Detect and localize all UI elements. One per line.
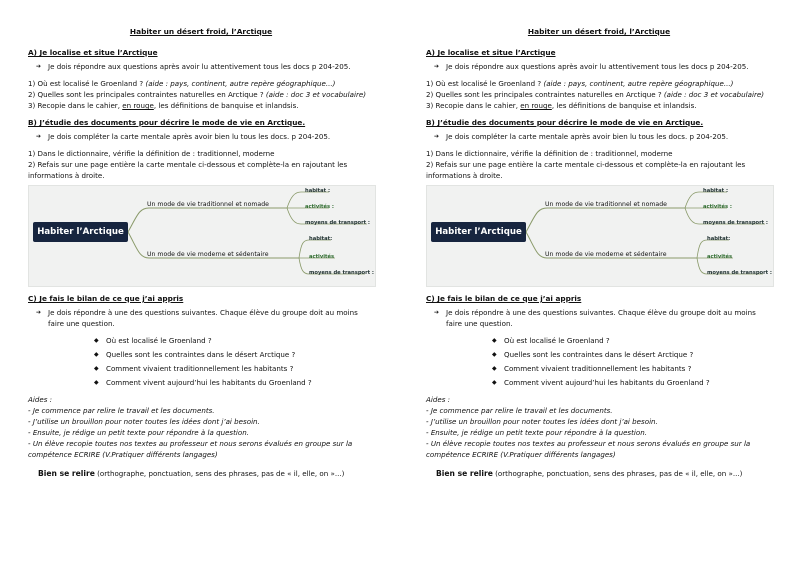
list-item <box>94 335 374 346</box>
section-a-instruction-text: Je dois répondre aux questions après avoir lu attentivement tous les docs p 204-205. <box>48 62 351 71</box>
aides-line: - Je commence par relire le travail et les documents. <box>426 406 613 415</box>
arrow-icon: ➔ <box>434 133 440 140</box>
section-c-instruction <box>426 307 772 329</box>
mind-map-top-activites: activités : <box>305 204 334 210</box>
section-c-instruction-text: Je dois répondre à une des questions suivantes. Chaque élève du groupe doit au moins faire une question. <box>446 308 756 328</box>
mind-map-bottom-activites: activités <box>707 254 733 260</box>
final-rest: (orthographe, ponctuation, sens des phrases, pas de « il, elle, on »...) <box>492 469 743 478</box>
aides-line: - J’utilise un brouillon pour noter toutes les idées dont j’ai besoin. <box>426 417 658 426</box>
list-item <box>94 363 374 374</box>
bullet-icon: ◆ <box>492 365 497 372</box>
bullet-icon: ◆ <box>94 337 99 344</box>
mind-map-top-transport: moyens de transport : <box>305 220 371 226</box>
aides-line: - Ensuite, je rédige un petit texte pour répondre à la question. <box>28 428 249 437</box>
aides-line: - Un élève recopie toutes nos textes au professeur et nous serons évalués en groupe sur la compétence ECRIRE (V.Pratiquer différents langages) <box>426 439 751 459</box>
list-item <box>492 363 772 374</box>
mind-map-bottom-activites: activités <box>309 254 335 260</box>
question-a1-text: 1) Où est localisé le Groenland ? <box>28 79 144 88</box>
page-right <box>398 0 798 566</box>
aides-line: - Ensuite, je rédige un petit texte pour répondre à la question. <box>426 428 647 437</box>
aides-block <box>28 394 374 460</box>
question-b2: 2) Refais sur une page entière la carte mentale ci-dessous et complète-la en rajoutant les informations à droite. <box>28 160 348 180</box>
bullet-icon: ◆ <box>492 351 497 358</box>
section-c-instruction-text: Je dois répondre à une des questions suivantes. Chaque élève du groupe doit au moins faire une question. <box>48 308 358 328</box>
question-a3-before: 3) Recopie dans le cahier, <box>426 101 518 110</box>
arrow-icon: ➔ <box>36 63 42 70</box>
question-a1 <box>28 78 374 89</box>
mind-map-center: Habiter l’Arctique <box>33 222 128 242</box>
list-item-text: Comment vivaient traditionnellement les habitants ? <box>106 364 294 373</box>
section-b-heading: B) J’étudie des documents pour décrire le mode de vie en Arctique. <box>28 118 306 127</box>
list-item-text: Où est localisé le Groenland ? <box>504 336 610 345</box>
final-bold: Bien se relire <box>38 469 95 478</box>
question-a3-underlined: en rouge <box>122 101 154 110</box>
mind-map <box>28 185 376 287</box>
page-title: Habiter un désert froid, l’Arctique <box>129 27 273 36</box>
final-reminder <box>28 468 374 479</box>
section-c-questions <box>426 335 772 388</box>
mind-map <box>426 185 774 287</box>
aides-line: - Je commence par relire le travail et les documents. <box>28 406 215 415</box>
question-a2 <box>426 89 772 100</box>
question-a3-after: , les définitions de banquise et inlandsis. <box>551 101 697 110</box>
question-a3-before: 3) Recopie dans le cahier, <box>28 101 120 110</box>
mind-map-bottom-transport: moyens de transport : <box>707 270 773 276</box>
question-a3 <box>426 100 772 111</box>
list-item-text: Comment vivent aujourd’hui les habitants du Groenland ? <box>504 378 710 387</box>
bullet-icon: ◆ <box>492 337 497 344</box>
section-c-heading: C) Je fais le bilan de ce que j’ai appris <box>28 294 184 303</box>
mind-map-top-habitat: habitat : <box>703 188 729 194</box>
question-a3-underlined: en rouge <box>520 101 552 110</box>
section-a-heading: A) Je localise et situe l’Arctique <box>28 48 158 57</box>
final-reminder <box>426 468 772 479</box>
list-item <box>94 349 374 360</box>
list-item-text: Comment vivent aujourd’hui les habitants du Groenland ? <box>106 378 312 387</box>
mind-map-bottom-transport: moyens de transport : <box>309 270 375 276</box>
section-b-heading: B) J’étudie des documents pour décrire le mode de vie en Arctique. <box>426 118 704 127</box>
list-item <box>94 377 374 388</box>
question-a3 <box>28 100 374 111</box>
section-c-questions <box>28 335 374 388</box>
question-a1-hint: (aide : pays, continent, autre repère géographique...) <box>543 79 734 88</box>
mind-map-branch-modern: Un mode de vie moderne et sédentaire <box>147 251 269 258</box>
section-b-instruction-text: Je dois compléter la carte mentale après avoir bien lu tous les docs. p 204-205. <box>48 132 331 141</box>
section-c-heading: C) Je fais le bilan de ce que j’ai appris <box>426 294 582 303</box>
mind-map-branch-traditional: Un mode de vie traditionnel et nomade <box>147 201 269 208</box>
page-content <box>28 26 374 479</box>
section-a-instruction <box>28 61 374 72</box>
question-a1-hint: (aide : pays, continent, autre repère géographique...) <box>145 79 336 88</box>
page-title: Habiter un désert froid, l’Arctique <box>527 27 671 36</box>
section-a-heading: A) Je localise et situe l’Arctique <box>426 48 556 57</box>
bullet-icon: ◆ <box>492 379 497 386</box>
mind-map-top-transport: moyens de transport : <box>703 220 769 226</box>
section-b-instruction-text: Je dois compléter la carte mentale après avoir bien lu tous les docs. p 204-205. <box>446 132 729 141</box>
question-a2-hint: (aide : doc 3 et vocabulaire) <box>663 90 764 99</box>
mind-map-branch-modern: Un mode de vie moderne et sédentaire <box>545 251 667 258</box>
aides-block <box>426 394 772 460</box>
list-item-text: Où est localisé le Groenland ? <box>106 336 212 345</box>
question-b2: 2) Refais sur une page entière la carte mentale ci-dessous et complète-la en rajoutant les informations à droite. <box>426 160 746 180</box>
question-a2-hint: (aide : doc 3 et vocabulaire) <box>265 90 366 99</box>
arrow-icon: ➔ <box>434 309 440 316</box>
question-a1 <box>426 78 772 89</box>
section-a-instruction <box>426 61 772 72</box>
question-a2-text: 2) Quelles sont les principales contraintes naturelles en Arctique ? <box>426 90 662 99</box>
list-item-text: Comment vivaient traditionnellement les habitants ? <box>504 364 692 373</box>
section-b-instruction <box>28 131 374 142</box>
aides-label: Aides : <box>426 395 451 404</box>
list-item-text: Quelles sont les contraintes dans le désert Arctique ? <box>504 350 694 359</box>
aides-line: - Un élève recopie toutes nos textes au professeur et nous serons évalués en groupe sur la compétence ECRIRE (V.Pratiquer différents langages) <box>28 439 353 459</box>
arrow-icon: ➔ <box>36 133 42 140</box>
bullet-icon: ◆ <box>94 379 99 386</box>
mind-map-bottom-habitat: habitat: <box>707 236 731 242</box>
mind-map-branch-traditional: Un mode de vie traditionnel et nomade <box>545 201 667 208</box>
list-item <box>492 377 772 388</box>
final-rest: (orthographe, ponctuation, sens des phrases, pas de « il, elle, on »...) <box>94 469 345 478</box>
bullet-icon: ◆ <box>94 351 99 358</box>
final-bold: Bien se relire <box>436 469 493 478</box>
question-b1: 1) Dans le dictionnaire, vérifie la définition de : traditionnel, moderne <box>426 149 673 158</box>
page-content <box>426 26 772 479</box>
question-a1-text: 1) Où est localisé le Groenland ? <box>426 79 542 88</box>
arrow-icon: ➔ <box>36 309 42 316</box>
arrow-icon: ➔ <box>434 63 440 70</box>
list-item <box>492 349 772 360</box>
question-b1: 1) Dans le dictionnaire, vérifie la définition de : traditionnel, moderne <box>28 149 275 158</box>
question-a3-after: , les définitions de banquise et inlandsis. <box>153 101 299 110</box>
question-a2-text: 2) Quelles sont les principales contraintes naturelles en Arctique ? <box>28 90 264 99</box>
mind-map-center: Habiter l’Arctique <box>431 222 526 242</box>
section-a-instruction-text: Je dois répondre aux questions après avoir lu attentivement tous les docs p 204-205. <box>446 62 749 71</box>
question-a2 <box>28 89 374 100</box>
section-b-instruction <box>426 131 772 142</box>
list-item <box>492 335 772 346</box>
list-item-text: Quelles sont les contraintes dans le désert Arctique ? <box>106 350 296 359</box>
bullet-icon: ◆ <box>94 365 99 372</box>
section-c-instruction <box>28 307 374 329</box>
mind-map-bottom-habitat: habitat: <box>309 236 333 242</box>
aides-label: Aides : <box>28 395 53 404</box>
mind-map-top-activites: activités : <box>703 204 732 210</box>
aides-line: - J’utilise un brouillon pour noter toutes les idées dont j’ai besoin. <box>28 417 260 426</box>
mind-map-top-habitat: habitat : <box>305 188 331 194</box>
